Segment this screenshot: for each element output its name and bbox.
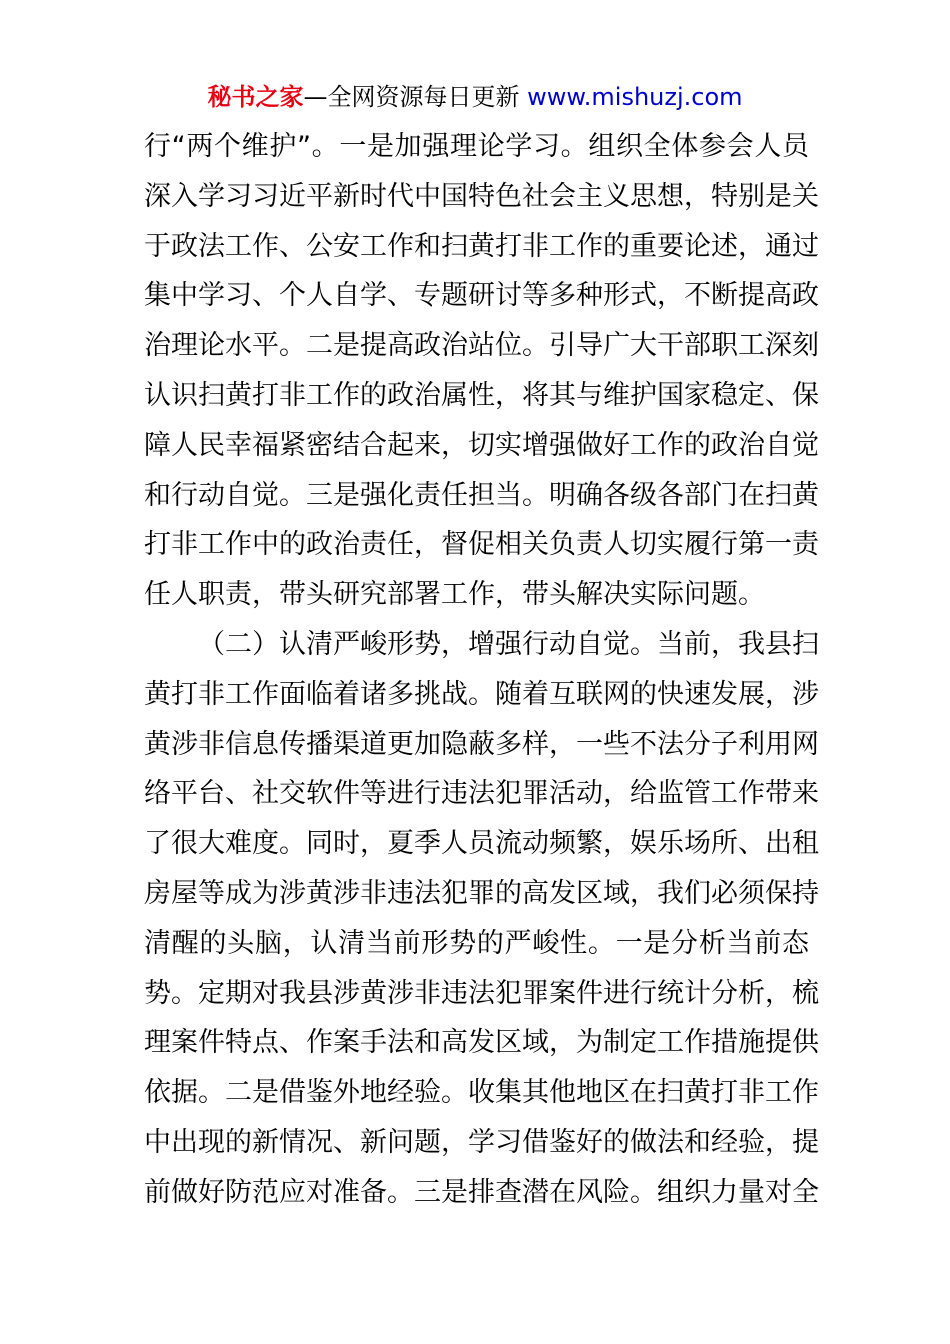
text-line: 黄打非工作面临着诸多挑战。随着互联网的快速发展，涉: [144, 678, 819, 710]
text-line: 行“两个维护”。一是加强理论学习。组织全体参会人员: [144, 131, 809, 162]
text-line: 依据。二是借鉴外地经验。收集其他地区在扫黄打非工作: [144, 1077, 819, 1109]
paragraph-first-line: （二）认清严峻形势，增强行动自觉。当前，我县扫: [198, 628, 819, 660]
text-line: 了很大难度。同时，夏季人员流动频繁，娱乐场所、出租: [144, 828, 819, 860]
header-url-link[interactable]: www.mishuzj.com: [527, 83, 743, 111]
document-body: [144, 122, 819, 1218]
text-line: 中出现的新情况、新问题，学习借鉴好的做法和经验，提: [144, 1126, 819, 1158]
header-brand: 秘书之家: [207, 83, 304, 111]
text-line: 清醒的头脑，认清当前形势的严峻性。一是分析当前态: [144, 927, 809, 959]
text-line: 深入学习习近平新时代中国特色社会主义思想，特别是关: [144, 180, 819, 212]
text-line: 治理论水平。二是提高政治站位。引导广大干部职工深刻: [144, 330, 819, 362]
page-header: [0, 80, 950, 114]
text-line: 络平台、社交软件等进行违法犯罪活动，给监管工作带来: [144, 778, 819, 810]
text-line: 集中学习、个人自学、专题研讨等多种形式，不断提高政: [144, 280, 819, 312]
header-tagline: —全网资源每日更新: [303, 83, 528, 111]
text-line: 认识扫黄打非工作的政治属性，将其与维护国家稳定、保: [144, 379, 819, 411]
text-line: 和行动自觉。三是强化责任担当。明确各级各部门在扫黄: [144, 479, 819, 511]
text-line: 于政法工作、公安工作和扫黄打非工作的重要论述，通过: [144, 230, 819, 262]
text-line: 打非工作中的政治责任，督促相关负责人切实履行第一责: [144, 529, 819, 561]
text-line: 黄涉非信息传播渠道更加隐蔽多样，一些不法分子利用网: [144, 728, 819, 760]
text-line: 房屋等成为涉黄涉非违法犯罪的高发区域，我们必须保持: [144, 877, 819, 909]
text-line: 障人民幸福紧密结合起来，切实增强做好工作的政治自觉: [144, 429, 819, 461]
text-line: 势。定期对我县涉黄涉非违法犯罪案件进行统计分析，梳: [144, 977, 819, 1009]
text-line: 前做好防范应对准备。三是排查潜在风险。组织力量对全: [144, 1176, 819, 1208]
text-line: 任人职责，带头研究部署工作，带头解决实际问题。: [144, 579, 765, 611]
text-line: 理案件特点、作案手法和高发区域，为制定工作措施提供: [144, 1027, 819, 1059]
